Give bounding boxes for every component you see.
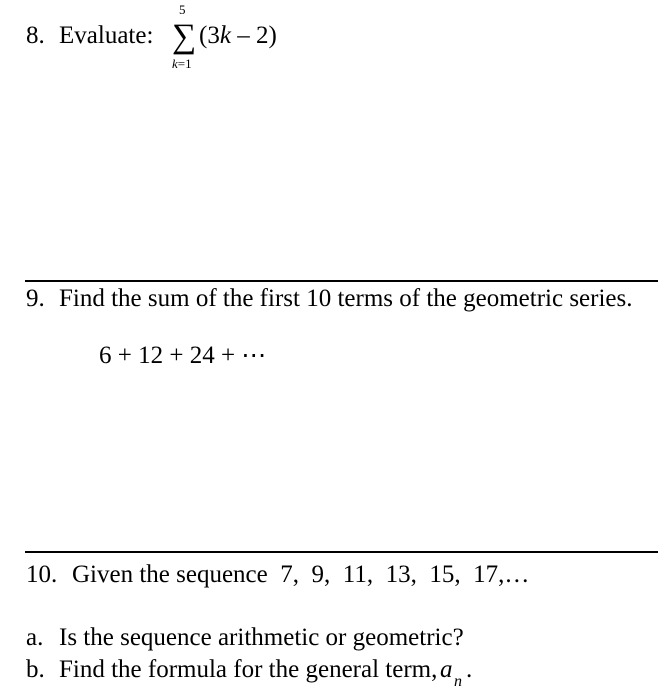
part-a-text: Is the sequence arithmetic or geometric?: [59, 624, 464, 651]
summation-upper-limit: 5: [179, 2, 186, 17]
geometric-series: 6 + 12 + 24 + ⋯: [99, 342, 267, 369]
problem-10-number: 10.: [26, 561, 58, 588]
general-term-subscript: n: [454, 673, 462, 690]
expr-var: k: [219, 22, 231, 49]
part-a-label: a.: [26, 624, 44, 651]
summation-sigma-icon: ∑: [172, 18, 197, 55]
problem-8-number: 8.: [26, 22, 45, 49]
divider-2: [25, 551, 658, 553]
lower-limit-var: k: [172, 56, 178, 71]
summation-expression: [199, 21, 277, 51]
part-b-label: b.: [26, 656, 45, 683]
summation-lower-limit: [172, 57, 192, 71]
part-b-text: Find the formula for the general term,: [59, 656, 438, 683]
expr-open: (3: [199, 22, 220, 49]
lower-limit-rest: =1: [177, 56, 192, 71]
part-b-period: .: [466, 656, 473, 683]
problem-8-prompt: Evaluate:: [59, 22, 154, 49]
general-term-var: a: [440, 656, 453, 683]
problem-9-prompt: Find the sum of the first 10 terms of the geometric series.: [59, 285, 633, 312]
expr-close: – 2): [230, 22, 277, 49]
problem-10-prompt: Given the sequence 7, 9, 11, 13, 15, 17,…: [72, 561, 530, 588]
divider-1: [25, 280, 658, 282]
problem-9-number: 9.: [26, 285, 45, 312]
